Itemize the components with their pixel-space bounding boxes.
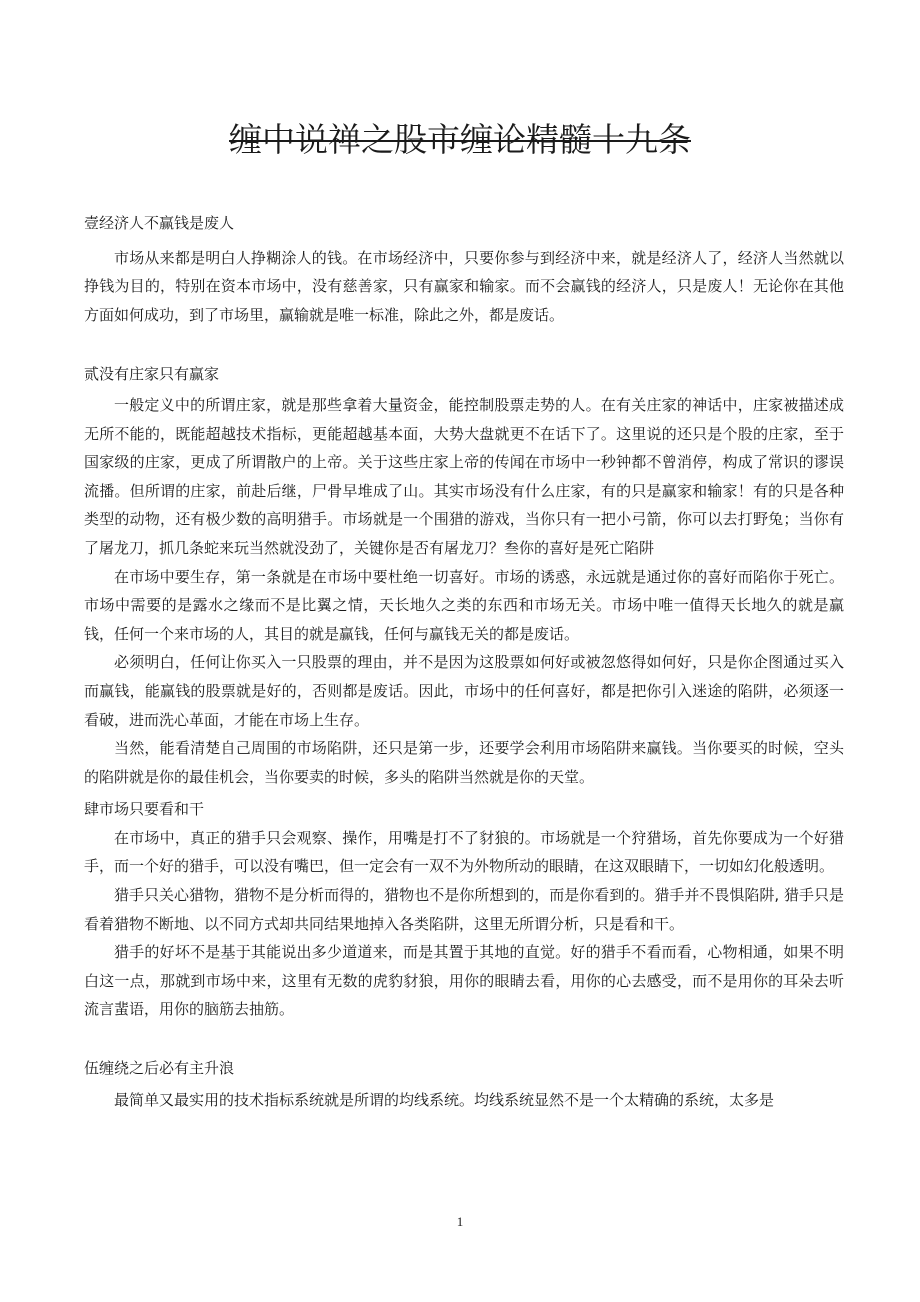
section-heading: 伍缠绕之后必有主升浪 bbox=[84, 1059, 235, 1078]
paragraph: 猎手只关心猎物，猎物不是分析而得的，猎物也不是你所想到的，而是你看到的。猎手并不畏惧陷阱, 猎手只是看着猎物不断地、以不同方式却共同结果地掉入各类陷阱，这里无所谓分析，只是看和干。 bbox=[84, 886, 844, 933]
paragraph: 猎手的好坏不是基于其能说出多少道道来，而是其置于其地的直觉。好的猎手不看而看，心物相通，如果不明白这一点，那就到市场中来，这里有无数的虎豹豺狼，用你的眼睛去看，用你的心去感受，而不是用你的耳朵去听流言蜚语，用你的脑筋去抽筋。 bbox=[84, 943, 844, 1019]
paragraph: 一般定义中的所谓庄家，就是那些拿着大量资金，能控制股票走势的人。在有关庄家的神话中，庄家被描述成无所不能的，既能超越技术指标，更能超越基本面，大势大盘就更不在话下了。这里说的还只是个股的庄家，至于国家级的庄家，更成了所谓散户的上帝。关于这些庄家上帝的传闻在市场中一秒钟都不曾消停，构成了常识的谬误流播。但所谓的庄家，前赴后继，尸骨早堆成了山。其实市场没有什么庄家，有的只是赢家和输家！有的只是各种类型的动物，还有极少数的高明猎手。市场就是一个围猎的游戏，当你只有一把小弓箭，你可以去打野兔；当你有了屠龙刀，抓几条蛇来玩当然就没劲了，关键你是否有屠龙刀？叁你的喜好是死亡陷阱 bbox=[84, 395, 844, 557]
document-body bbox=[84, 209, 844, 1114]
page-number: 1 bbox=[456, 1214, 464, 1229]
paragraph: 最简单又最实用的技术指标系统就是所谓的均线系统。均线系统显然不是一个太精确的系统，太多是 bbox=[114, 1090, 775, 1109]
paragraph: 在市场中要生存，第一条就是在市场中要杜绝一切喜好。市场的诱惑，永远就是通过你的喜好而陷你于死亡。市场中需要的是露水之缘而不是比翼之情，天长地久之类的东西和市场无关。市场中唯一值得天长地久的就是赢钱，任何一个来市场的人，其目的就是赢钱，任何与赢钱无关的都是废话。 bbox=[84, 567, 844, 643]
paragraph: 市场从来都是明白人挣糊涂人的钱。在市场经济中，只要你参与到经济中来，就是经济人了，经济人当然就以挣钱为目的，特别在资本市场中，没有慈善家，只有赢家和输家。而不会赢钱的经济人，只是废人！无论你在其他方面如何成功，到了市场里，赢输就是唯一标准，除此之外，都是废话。 bbox=[84, 248, 844, 324]
section-heading: 肆市场只要看和干 bbox=[84, 800, 205, 819]
document-title: 缠中说禅之股市缠论精髓十九条 bbox=[229, 120, 691, 159]
paragraph: 当然，能看清楚自己周围的市场陷阱，还只是第一步，还要学会利用市场陷阱来赢钱。当你要买的时候，空头的陷阱就是你的最佳机会，当你要卖的时候，多头的陷阱当然就是你的天堂。 bbox=[84, 739, 844, 786]
section-heading: 壹经济人不赢钱是废人 bbox=[84, 214, 235, 232]
section-heading: 贰没有庄家只有赢家 bbox=[84, 365, 220, 384]
paragraph: 必须明白，任何让你买入一只股票的理由，并不是因为这股票如何好或被忽悠得如何好，只是你企图通过买入而赢钱，能赢钱的股票就是好的，否则都是废话。因此，市场中的任何喜好，都是把你引入迷途的陷阱，必须逐一看破，进而洗心革面，才能在市场上生存。 bbox=[84, 653, 844, 729]
paragraph: 在市场中，真正的猎手只会观察、操作，用嘴是打不了豺狼的。市场就是一个狩猎场，首先你要成为一个好猎手，而一个好的猎手，可以没有嘴巴，但一定会有一双不为外物所动的眼睛，在这双眼睛下，一切如幻化般透明。 bbox=[84, 828, 844, 876]
